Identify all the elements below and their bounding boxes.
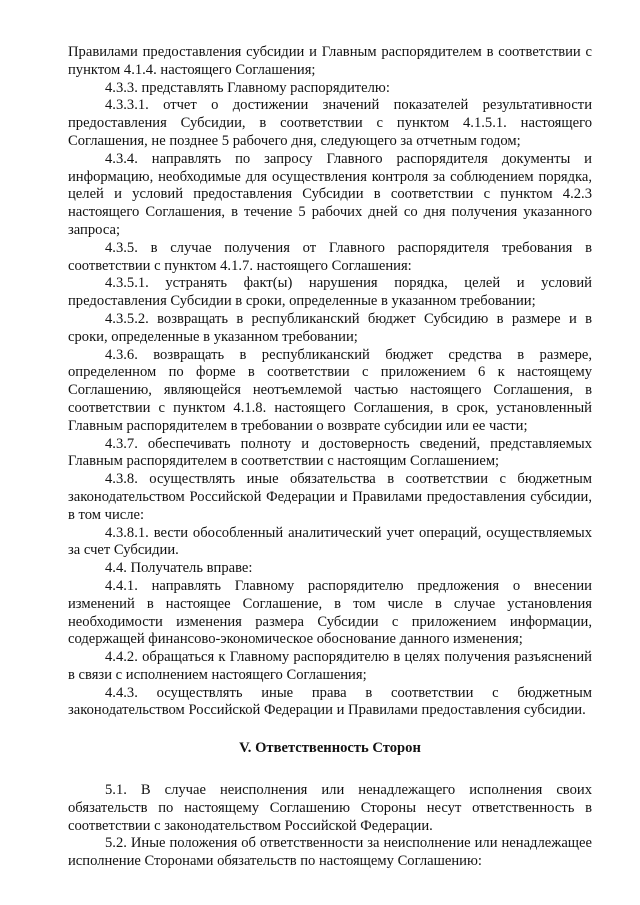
paragraph-4-4: 4.4. Получатель вправе:	[105, 560, 253, 577]
paragraph-5-1: 5.1. В случае неисполнения или ненадлежащего исполнения своих обязательств по настоящему Соглашению Стороны несут ответственность в соответствии с законодательством Российской Федерации.	[68, 782, 592, 834]
paragraph-continuation: Правилами предоставления субсидии и Главным распорядителем в соответствии с пунктом 4.1.4. настоящего Соглашения;	[68, 44, 592, 78]
paragraph-4-4-1: 4.4.1. направлять Главному распорядителю предложения о внесении изменений в настоящее Соглашение, в том числе в случае установления необходимости изменения размера Субсидии с приложением информации, содержащей финансово-экономическое обоснование данного изменения;	[68, 577, 592, 648]
paragraph-4-3-5-1: 4.3.5.1. устранять факт(ы) нарушения порядка, целей и условий предоставления Субсидии в сроки, определенные в указанном требовании;	[68, 275, 592, 310]
paragraph-4-3-5-2: 4.3.5.2. возвращать в республиканский бюджет Субсидию в размере и в сроки, определенные в указанном требовании;	[68, 310, 592, 345]
paragraph-4-3-3-1: 4.3.3.1. отчет о достижении значений показателей результативности предоставления Субсидии, в соответствии с пунктом 4.1.5.1. настоящего Соглашения, не позднее 5 рабочего дня, следующего за отчетным годом;	[68, 97, 592, 149]
paragraph-4-4-2: 4.4.2. обращаться к Главному распорядителю в целях получения разъяснений в связи с исполнением настоящего Соглашения;	[68, 649, 592, 683]
document-page	[68, 44, 592, 871]
paragraph-4-3-8: 4.3.8. осуществлять иные обязательства в соответствии с бюджетным законодательством Российской Федерации и Правилами предоставления субсидии, в том числе:	[68, 471, 592, 523]
paragraph-4-4-3: 4.4.3. осуществлять иные права в соответствии с бюджетным законодательством Российской Федерации и Правилами предоставления субсидии.	[68, 684, 592, 719]
paragraph-4-3-8-1: 4.3.8.1. вести обособленный аналитический учет операций, осуществляемых за счет Субсидии.	[68, 524, 592, 559]
paragraph-4-3-6: 4.3.6. возвращать в республиканский бюджет средства в размере, определенном по форме в соответствии с приложением 6 к настоящему Соглашению, являющейся неотъемлемой частью настоящего Соглашения, в соответствии с пунктом 4.1.8. настоящего Соглашения, в срок, установленный Главным распорядителем в требовании о возврате субсидии или ее части;	[68, 346, 592, 434]
paragraph-5-2: 5.2. Иные положения об ответственности за неисполнение или ненадлежащее исполнение Сторонами обязательств по настоящему Соглашению:	[68, 835, 592, 870]
paragraph-4-3-4: 4.3.4. направлять по запросу Главного распорядителя документы и информацию, необходимые для осуществления контроля за соблюдением порядка, целей и условий предоставления Субсидии в соответствии с пунктом 4.2.3 настоящего Соглашения, в течение 5 рабочих дней со дня получения указанного запроса;	[68, 150, 592, 238]
paragraph-4-3-3: 4.3.3. представлять Главному распорядителю:	[105, 79, 390, 96]
paragraph-4-3-5: 4.3.5. в случае получения от Главного распорядителя требования в соответствии с пунктом 4.1.7. настоящего Соглашения:	[68, 239, 592, 274]
section-heading: V. Ответственность Сторон	[239, 740, 421, 757]
paragraph-4-3-7: 4.3.7. обеспечивать полноту и достоверность сведений, представляемых Главным распорядителем в соответствии с настоящим Соглашением;	[68, 435, 592, 470]
